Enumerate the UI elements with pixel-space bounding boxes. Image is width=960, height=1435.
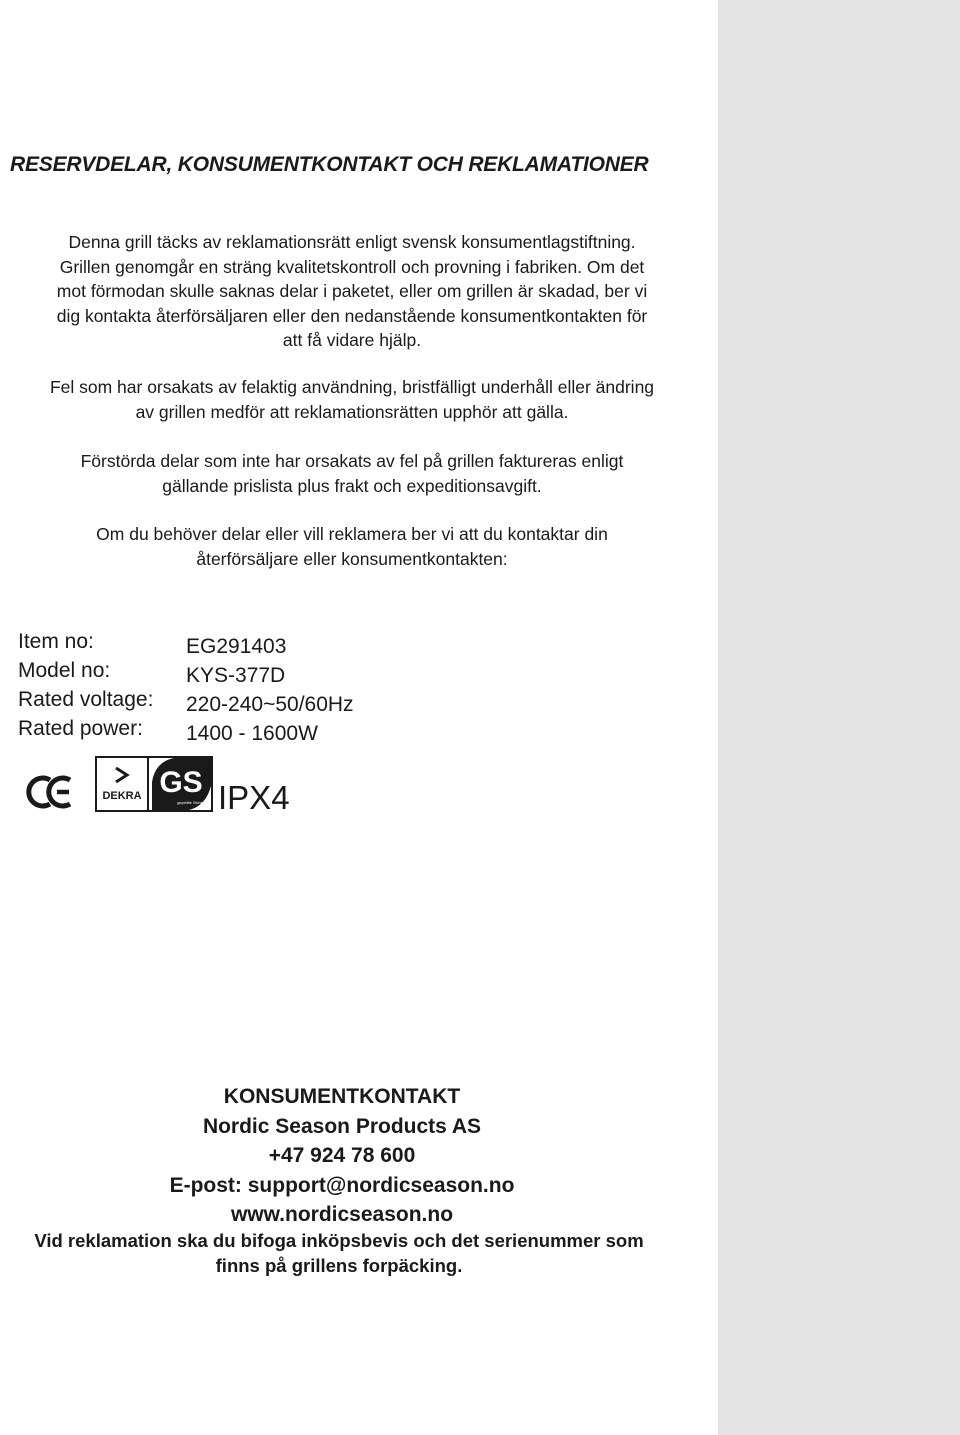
dekra-gs-mark-icon <box>96 757 212 811</box>
spec-row-model-no <box>18 659 418 688</box>
text-line: dig kontakta återförsäljaren eller den nedanstående konsumentkontakten för <box>56 305 648 326</box>
ce-mark-icon <box>29 778 70 806</box>
text-line: av grillen medför att reklamationsrätten upphör att gälla. <box>135 401 569 422</box>
text-line: Vid reklamation ska du bifoga inköpsbevis och det serienummer som <box>34 1230 644 1251</box>
paragraph-warranty <box>0 230 704 353</box>
ipx4-label: IPX4 <box>218 779 290 816</box>
spec-label: Rated power: <box>18 717 143 740</box>
gs-label: GS <box>159 766 203 799</box>
page-title: RESERVDELAR, KONSUMENTKONTAKT OCH REKLAMATIONER <box>10 153 649 176</box>
phone-number: +47 924 78 600 <box>268 1144 416 1167</box>
spec-value: EG291403 <box>186 635 287 658</box>
text-line: Grillen genomgår en sträng kvalitetskontroll och provning i fabriken. Om det <box>59 256 645 277</box>
text-line: att få vidare hjälp. <box>282 330 422 350</box>
spec-row-rated-power <box>18 717 418 746</box>
ce-label: CE <box>24 752 26 753</box>
contact-block <box>0 1082 684 1230</box>
email-address: E-post: support@nordicseason.no <box>169 1173 515 1197</box>
text-line: Fel som har orsakats av felaktig användning, bristfälligt underhåll eller ändring <box>49 377 655 397</box>
text-line: mot förmodan skulle saknas delar i paketet, eller om grillen är skadad, ber vi <box>56 281 648 301</box>
product-specs <box>18 630 418 746</box>
certification-marks <box>24 752 324 818</box>
spec-row-rated-voltage <box>18 688 418 717</box>
spec-label: Item no: <box>18 630 94 653</box>
contact-heading: KONSUMENTKONTAKT <box>223 1085 461 1108</box>
side-band <box>718 0 960 1435</box>
text-line: finns på grillens forpäcking. <box>215 1255 463 1276</box>
paragraph-misuse <box>0 375 704 424</box>
text-line: återförsäljare eller konsumentkontakten: <box>196 548 508 569</box>
website-url: www.nordicseason.no <box>230 1203 454 1226</box>
text-line: Förstörda delar som inte har orsakats av fel på grillen faktureras enligt <box>80 451 624 471</box>
spec-label: Model no: <box>18 659 111 682</box>
spec-value: 220-240~50/60Hz <box>186 693 354 716</box>
spec-row-item-no <box>18 630 418 659</box>
paragraph-damaged-parts <box>0 449 704 498</box>
gs-sub-label: geprüfte Sicherheit <box>177 800 211 805</box>
paragraph-contact-info <box>0 522 704 571</box>
text-line: Om du behöver delar eller vill reklamera ber vi att du kontaktar din <box>96 524 608 544</box>
text-line: Denna grill täcks av reklamationsrätt enligt svensk konsumentlagstiftning. <box>68 232 636 252</box>
spec-value: 1400 - 1600W <box>186 722 318 745</box>
contact-note <box>0 1228 678 1278</box>
spec-label: Rated voltage: <box>18 688 154 711</box>
text-line: gällande prislista plus frakt och expeditionsavgift. <box>162 475 542 496</box>
company-name: Nordic Season Products AS <box>202 1114 482 1138</box>
spec-value: KYS-377D <box>186 664 286 687</box>
dekra-label: DEKRA <box>102 790 142 802</box>
